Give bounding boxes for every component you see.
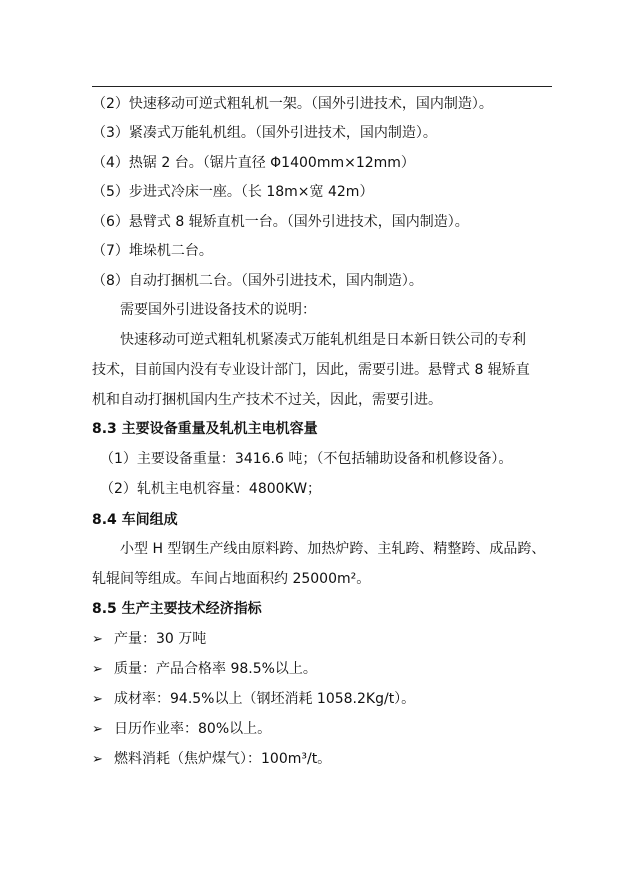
section-8-3-item: （1）主要设备重量：3416.6 吨；（不包括辅助设备和机修设备）。 (100, 451, 513, 467)
indicator-item (92, 749, 331, 770)
arrow-bullet-icon: ➢ (92, 752, 103, 767)
section-8-3-heading: 8.3 主要设备重量及轧机主电机容量 (92, 421, 318, 437)
arrow-bullet-icon: ➢ (92, 632, 103, 647)
note-paragraph-line: 机和自动打捆机国内生产技术不过关，因此，需要引进。 (92, 392, 442, 408)
indicator-item (92, 629, 206, 650)
indicator-text: 成材率：94.5%以上（钢坯消耗 1058.2Kg/t）。 (114, 691, 416, 707)
equipment-item: （6）悬臂式 8 辊矫直机一台。（国外引进技术，国内制造）。 (92, 214, 469, 230)
section-8-3-item: （2）轧机主电机容量：4800KW； (100, 481, 322, 497)
section-8-5-heading: 8.5 生产主要技术经济指标 (92, 601, 262, 617)
indicator-item (92, 719, 271, 740)
section-8-4-heading: 8.4 车间组成 (92, 512, 178, 528)
indicator-item (92, 659, 317, 680)
equipment-item: （5）步进式冷床一座。（长 18m×宽 42m） (92, 184, 374, 200)
indicator-text: 日历作业率：80%以上。 (114, 721, 272, 737)
indicator-text: 质量：产品合格率 98.5%以上。 (114, 661, 317, 677)
note-paragraph-line: 技术，目前国内没有专业设计部门，因此，需要引进。悬臂式 8 辊矫直 (92, 362, 530, 378)
header-rule (92, 86, 552, 87)
equipment-item: （2）快速移动可逆式粗轧机一架。（国外引进技术，国内制造）。 (92, 96, 493, 112)
indicator-item (92, 689, 415, 710)
equipment-item: （8）自动打捆机二台。（国外引进技术，国内制造）。 (92, 273, 423, 289)
note-title: 需要国外引进设备技术的说明： (120, 302, 316, 318)
section-8-4-paragraph-line: 轧辊间等组成。车间占地面积约 25000m²。 (92, 571, 371, 587)
section-8-4-paragraph-line: 小型 H 型钢生产线由原料跨、加热炉跨、主轧跨、精整跨、成品跨、 (120, 541, 546, 557)
arrow-bullet-icon: ➢ (92, 722, 103, 737)
indicator-text: 产量：30 万吨 (114, 631, 207, 647)
indicator-text: 燃料消耗（焦炉煤气）：100m³/t。 (114, 751, 332, 767)
equipment-item: （3）紧凑式万能轧机组。（国外引进技术，国内制造）。 (92, 125, 437, 141)
equipment-item: （4）热锯 2 台。（锯片直径 Φ1400mm×12mm） (92, 155, 415, 171)
equipment-item: （7）堆垛机二台。 (92, 243, 213, 259)
note-paragraph-line: 快速移动可逆式粗轧机紧凑式万能轧机组是日本新日铁公司的专利 (120, 332, 526, 348)
arrow-bullet-icon: ➢ (92, 662, 103, 677)
arrow-bullet-icon: ➢ (92, 692, 103, 707)
